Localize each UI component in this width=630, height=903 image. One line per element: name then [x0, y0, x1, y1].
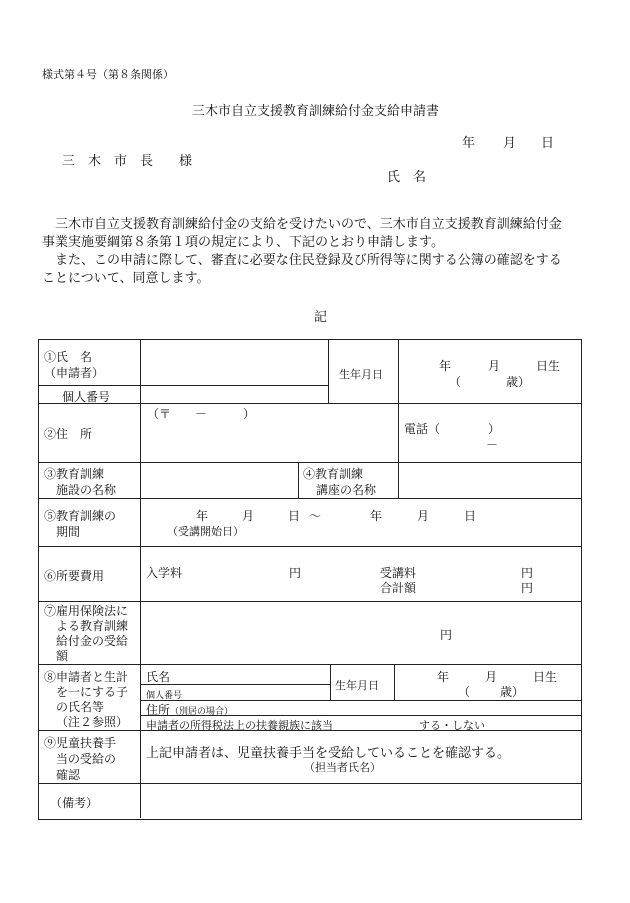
period-label-1: ⑤教育訓練の	[44, 509, 117, 523]
period-start-year: 年	[196, 509, 209, 523]
period-start-note: （受講開始日）	[167, 525, 244, 538]
date-year: 年	[462, 136, 476, 151]
child-label-3: の氏名等	[56, 700, 105, 714]
name-label: ①氏 名	[44, 350, 93, 364]
child-label-4: （注２参照）	[56, 715, 129, 729]
ki-label: 記	[314, 310, 328, 325]
period-end-day: 日	[464, 509, 477, 523]
address-label: ②住 所	[44, 427, 93, 441]
personal-number-label: 個人番号	[62, 390, 111, 404]
child-birth-day: 日生	[533, 670, 558, 684]
dependent-label: 申請者の所得税法上の扶養親族に該当	[146, 719, 333, 732]
course-label-2: 講座の名称	[316, 483, 377, 497]
child-allowance-text: 上記申請者は、児童扶養手当を受給していることを確認する。	[146, 746, 511, 761]
postal-code: （〒 － ）	[147, 407, 256, 421]
para1-line2: 事業実施要綱第８条第１項の規定により、下記のとおり申請します。	[42, 235, 444, 250]
child-personal-number-label: 個人番号	[146, 691, 183, 701]
declaration-paragraph-1	[42, 216, 587, 252]
cost-label: ⑥所要費用	[44, 569, 105, 583]
declaration-paragraph-2	[42, 252, 587, 288]
insurance-label-4: 額	[56, 649, 69, 663]
entrance-fee-yen: 円	[289, 566, 302, 580]
facility-label-2: 施設の名称	[56, 483, 117, 497]
child-age-close: 歳）	[500, 685, 525, 699]
staff-name-label: （担当者氏名）	[304, 761, 381, 774]
applicant-name-label: 氏 名	[387, 170, 427, 185]
facility-label-1: ③教育訓練	[44, 467, 105, 481]
child-address-label: 住所	[146, 703, 171, 717]
period-label-2: 期間	[56, 525, 81, 539]
birth-year: 年	[439, 359, 452, 373]
child-birth-month: 月	[485, 670, 498, 684]
entrance-fee-label: 入学料	[146, 566, 183, 580]
date-month: 月	[503, 136, 517, 151]
period-start-month: 月	[242, 509, 255, 523]
form-number: 様式第４号（第８条関係）	[42, 68, 174, 81]
phone-label: 電話（ ）	[404, 422, 501, 436]
insurance-label-1: ⑦雇用保険法に	[44, 604, 129, 618]
applicant-label: （申請者）	[44, 366, 105, 380]
tuition-yen: 円	[521, 566, 534, 580]
insurance-label-2: よる教育訓練	[56, 619, 129, 633]
date-day: 日	[541, 136, 555, 151]
birthdate-label: 生年月日	[339, 368, 383, 381]
birth-month: 月	[488, 359, 501, 373]
addressee: 三 木 市 長 様	[62, 154, 193, 169]
para1-line1: 三木市自立支援教育訓練給付金の支給を受けたいので、三木市自立支援教育訓練給付金	[55, 217, 562, 232]
child-allowance-label-1: ⑨児童扶養手	[44, 736, 117, 750]
total-yen: 円	[521, 581, 534, 595]
period-end-year: 年	[370, 509, 383, 523]
child-allowance-label-2: 当の受給の	[56, 752, 117, 766]
period-tilde: ～	[309, 509, 322, 523]
period-start-day: 日	[288, 509, 301, 523]
page-title: 三木市自立支援教育訓練給付金支給申請書	[192, 104, 440, 119]
para2-line2: ことについて、同意します。	[42, 271, 210, 286]
remarks-label: （備考）	[50, 796, 99, 810]
dependent-choice: する・しない	[419, 719, 485, 732]
period-end-month: 月	[417, 509, 430, 523]
insurance-label-3: 給付金の受給	[56, 634, 129, 648]
para2-line1: また、この申請に際して、審査に必要な住民登録及び所得等に関する公簿の確認をする	[55, 253, 562, 268]
child-birthdate-label: 生年月日	[335, 679, 379, 692]
age-close: 歳）	[506, 375, 531, 389]
age-open: （	[449, 375, 462, 389]
total-label: 合計額	[380, 581, 417, 595]
child-label-1: ⑧申請者と生計	[44, 670, 129, 684]
child-name-label: 氏名	[146, 670, 171, 684]
child-label-2: を一にする子	[56, 685, 129, 699]
child-birth-year: 年	[437, 670, 450, 684]
child-allowance-label-3: 確認	[56, 768, 81, 782]
child-age-open: （	[458, 685, 471, 699]
phone-dash: －	[486, 438, 499, 452]
course-label-1: ④教育訓練	[303, 467, 364, 481]
child-address-note: （別居の場合）	[170, 707, 234, 717]
tuition-label: 受講料	[380, 566, 417, 580]
insurance-yen: 円	[440, 628, 453, 642]
birth-day: 日生	[536, 359, 561, 373]
